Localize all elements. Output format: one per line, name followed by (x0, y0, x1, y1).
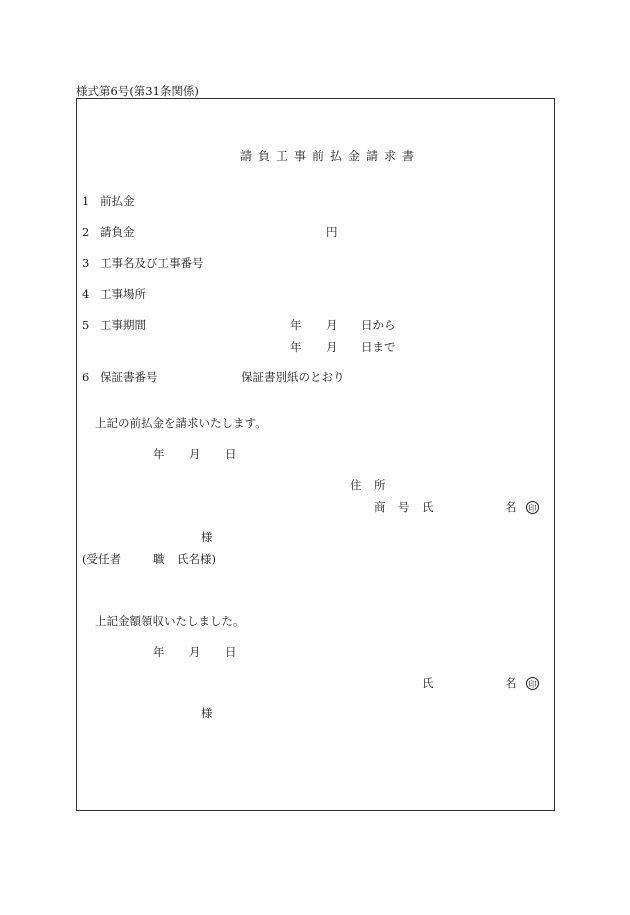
claimant-address-2: 所 (374, 478, 386, 492)
claimant-trade-1: 商 (374, 500, 386, 514)
period-to-year: 年 (290, 340, 302, 354)
item-5-number: 5 (82, 318, 90, 332)
item-3-number: 3 (82, 256, 90, 270)
item-1-label: 前払金 (100, 194, 135, 208)
claimant-trade-3: 氏 (422, 500, 434, 514)
receiver-surname: 氏 (422, 676, 434, 690)
item-2-number: 2 (82, 225, 90, 239)
guarantee-note: 保証書別紙のとおり (241, 370, 345, 384)
request-date-year: 年 (153, 447, 165, 461)
receiver-seal-icon: 印 (526, 677, 539, 690)
period-to-month: 月 (326, 340, 338, 354)
item-6-label: 保証書番号 (100, 370, 158, 384)
form-frame (76, 98, 555, 811)
item-3-label: 工事名及び工事番号 (100, 256, 204, 270)
receipt-statement: 上記金額領収いたしました。 (95, 614, 245, 628)
form-number: 様式第6号(第31条関係) (76, 84, 199, 98)
receipt-date-day: 日 (225, 645, 237, 659)
addressee-honorific: 様 (201, 530, 213, 544)
item-4-number: 4 (82, 287, 90, 301)
period-from-year: 年 (290, 318, 302, 332)
form-title: 請負工事前払金請求書 (240, 149, 421, 163)
receipt-date-year: 年 (153, 645, 165, 659)
delegate-name: 氏名様) (177, 552, 216, 566)
item-6-number: 6 (82, 370, 90, 384)
claimant-address-1: 住 (350, 478, 362, 492)
request-statement: 上記の前払金を請求いたします。 (95, 416, 267, 430)
contract-unit: 円 (326, 225, 338, 239)
period-from-day: 日から (361, 318, 396, 332)
claimant-name: 名 (505, 500, 517, 514)
receiver-name: 名 (505, 676, 517, 690)
delegate-post: 職 (153, 552, 165, 566)
item-1-number: 1 (82, 194, 90, 208)
period-to-day: 日まで (361, 340, 396, 354)
claimant-trade-2: 号 (398, 500, 410, 514)
receipt-addressee-honorific: 様 (201, 706, 213, 720)
item-5-label: 工事期間 (100, 318, 146, 332)
period-from-month: 月 (326, 318, 338, 332)
delegate-open: (受任者 (82, 552, 121, 566)
receipt-date-month: 月 (189, 645, 201, 659)
item-2-label: 請負金 (100, 225, 135, 239)
request-date-day: 日 (225, 447, 237, 461)
request-date-month: 月 (189, 447, 201, 461)
item-4-label: 工事場所 (100, 287, 146, 301)
claimant-seal-icon: 印 (526, 501, 539, 514)
